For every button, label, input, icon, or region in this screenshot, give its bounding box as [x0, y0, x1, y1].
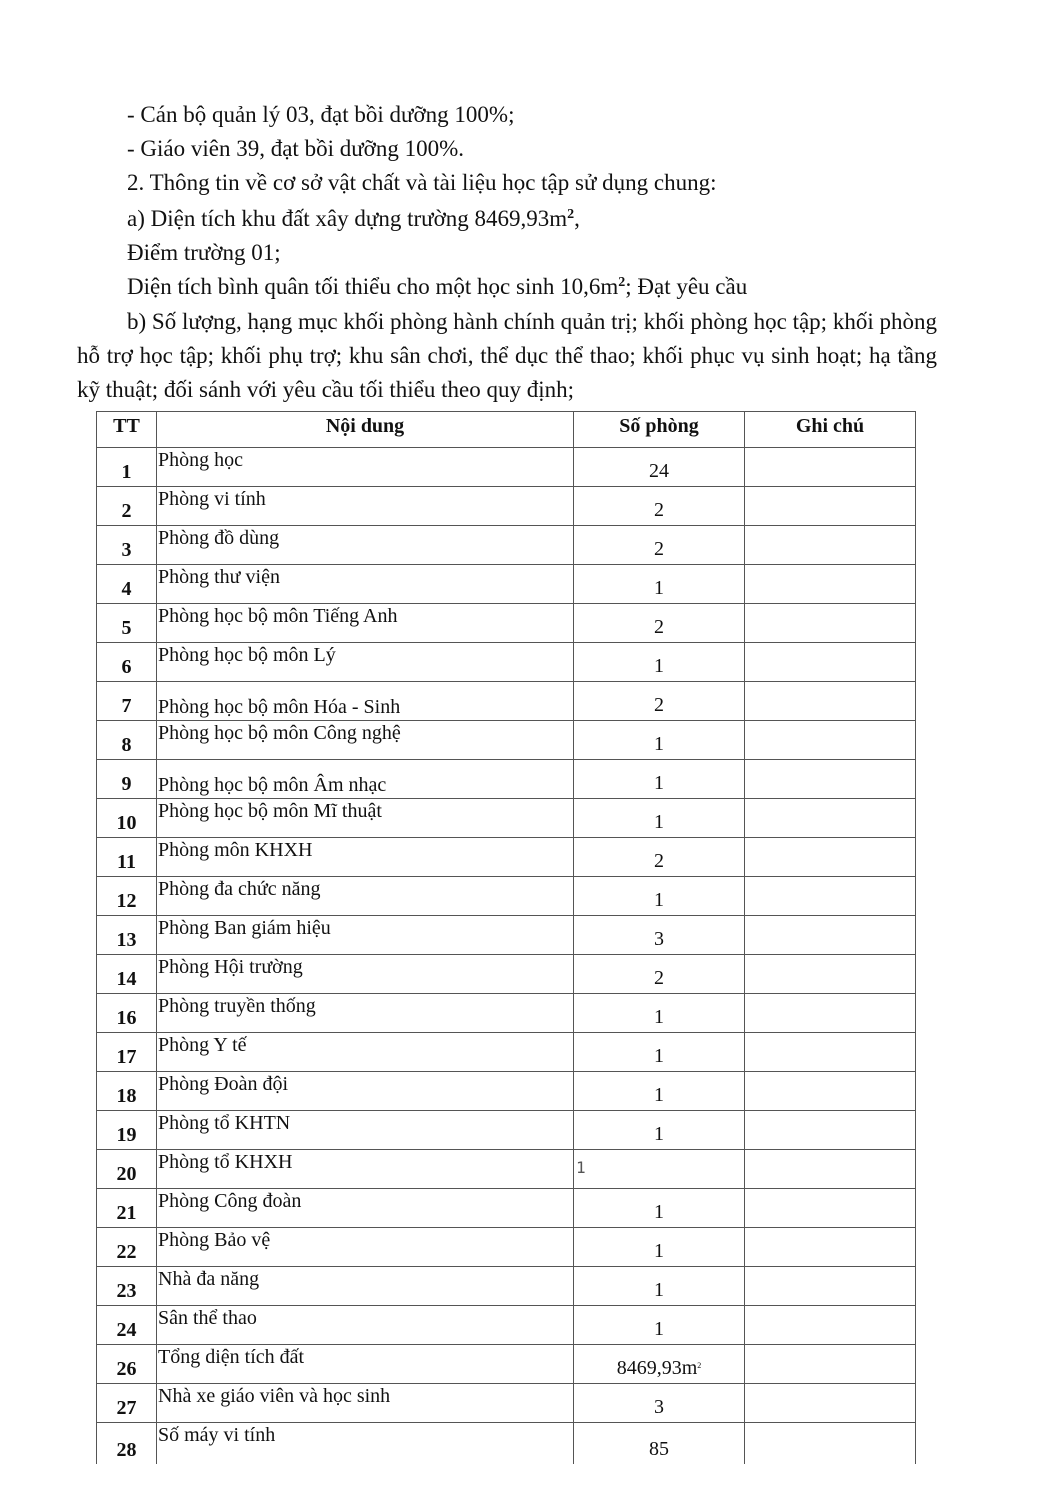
row-number: 2: [97, 487, 157, 526]
row-content: Phòng vi tính: [157, 487, 574, 526]
row-note: [745, 1306, 916, 1345]
row-number: 8: [97, 721, 157, 760]
row-content: Phòng tổ KHXH: [157, 1150, 574, 1189]
table-row: [97, 1267, 916, 1306]
school-site-line: Điểm trường 01;: [127, 240, 281, 265]
table-row: [97, 1033, 916, 1072]
table-row: [97, 1228, 916, 1267]
row-content: Phòng đa chức năng: [157, 877, 574, 916]
row-room-count: 1: [574, 1306, 745, 1345]
table-row: [97, 955, 916, 994]
row-note: [745, 1033, 916, 1072]
row-room-count: 1: [574, 799, 745, 838]
row-content: Phòng đồ dùng: [157, 526, 574, 565]
avg-area-tail: ; Đạt yêu cầu: [625, 274, 748, 299]
row-note: [745, 1150, 916, 1189]
row-content: Phòng thư viện: [157, 565, 574, 604]
row-number: 27: [97, 1384, 157, 1423]
section-2-heading: 2. Thông tin về cơ sở vật chất và tài liệu học tập sử dụng chung:: [127, 170, 717, 195]
avg-area-line: [127, 270, 747, 304]
row-number: 4: [97, 565, 157, 604]
row-room-count: 2: [574, 955, 745, 994]
row-room-count: 1: [574, 760, 745, 799]
row-content: Nhà xe giáo viên và học sinh: [157, 1384, 574, 1423]
table-row: [97, 1111, 916, 1150]
row-number: 21: [97, 1189, 157, 1228]
table-row: [97, 994, 916, 1033]
row-room-count: 1: [574, 643, 745, 682]
land-area-text: a) Diện tích khu đất xây dựng trường 8469,93m: [127, 206, 568, 231]
table-row: [97, 604, 916, 643]
table-row: [97, 1306, 916, 1345]
row-content: Phòng học bộ môn Âm nhạc: [157, 760, 574, 799]
row-content: Phòng học bộ môn Hóa - Sinh: [157, 682, 574, 721]
row-number: 28: [97, 1423, 157, 1465]
row-number: 16: [97, 994, 157, 1033]
row-note: [745, 1267, 916, 1306]
row-content: Phòng học bộ môn Công nghệ: [157, 721, 574, 760]
row-note: [745, 1111, 916, 1150]
row-number: 12: [97, 877, 157, 916]
row-number: 11: [97, 838, 157, 877]
row-note: [745, 682, 916, 721]
row-note: [745, 1072, 916, 1111]
table-row: [97, 682, 916, 721]
staff-managers-line: - Cán bộ quản lý 03, đạt bồi dưỡng 100%;: [127, 102, 515, 127]
row-room-count: 24: [574, 448, 745, 487]
row-note: [745, 994, 916, 1033]
row-room-count: 85: [574, 1423, 745, 1465]
area-unit-sup: 2: [697, 1361, 702, 1370]
row-note: [745, 955, 916, 994]
row-content: Phòng Đoàn đội: [157, 1072, 574, 1111]
land-area-sup: 2: [567, 207, 575, 222]
row-room-count: 3: [574, 916, 745, 955]
table-row: [97, 1384, 916, 1423]
row-note: [745, 565, 916, 604]
row-content: Phòng học: [157, 448, 574, 487]
table-row: [97, 877, 916, 916]
row-content: Phòng học bộ môn Mĩ thuật: [157, 799, 574, 838]
row-note: [745, 838, 916, 877]
table-row: [97, 643, 916, 682]
row-room-count: 2: [574, 526, 745, 565]
row-number: 24: [97, 1306, 157, 1345]
row-room-count: 1: [574, 1111, 745, 1150]
table-row: [97, 1072, 916, 1111]
row-content: Phòng Hội trường: [157, 955, 574, 994]
row-number: 3: [97, 526, 157, 565]
row-content: Phòng tổ KHTN: [157, 1111, 574, 1150]
row-number: 6: [97, 643, 157, 682]
row-room-count: 1: [574, 1150, 745, 1189]
row-content: Tổng diện tích đất: [157, 1345, 574, 1384]
row-note: [745, 526, 916, 565]
row-content: Phòng Công đoàn: [157, 1189, 574, 1228]
row-content: Sân thể thao: [157, 1306, 574, 1345]
table-row: [97, 1423, 916, 1465]
row-number: 1: [97, 448, 157, 487]
row-room-count: 2: [574, 487, 745, 526]
section-b-first: b) Số lượng, hạng mục khối phòng hành chính quản trị; khối phòng học tập;: [127, 309, 828, 334]
area-value: 8469,93m: [616, 1357, 698, 1379]
table-row: [97, 487, 916, 526]
row-content: Phòng truyền thống: [157, 994, 574, 1033]
table-row: [97, 799, 916, 838]
row-note: [745, 1384, 916, 1423]
table-row: [97, 916, 916, 955]
table-row: [97, 838, 916, 877]
table-row: [97, 1189, 916, 1228]
row-room-count: 1: [574, 1267, 745, 1306]
section-b-rest: khối phòng hỗ trợ học tập; khối phụ trợ; khu sân chơi, thể dục thể thao; khối phục vụ sinh hoạt; hạ tầng kỹ thuật; đối sánh với yêu cầu tối thiểu theo quy định;: [77, 309, 937, 402]
row-note: [745, 760, 916, 799]
table-row: [97, 721, 916, 760]
row-number: 23: [97, 1267, 157, 1306]
table-row: [97, 1150, 916, 1189]
row-room-count: 1: [574, 1228, 745, 1267]
row-content: Phòng môn KHXH: [157, 838, 574, 877]
row-content: Nhà đa năng: [157, 1267, 574, 1306]
row-number: 13: [97, 916, 157, 955]
row-room-count: 2: [574, 838, 745, 877]
row-number: 5: [97, 604, 157, 643]
row-number: 19: [97, 1111, 157, 1150]
facilities-table: [96, 411, 916, 1464]
row-room-count: 1: [574, 1072, 745, 1111]
table-row: [97, 565, 916, 604]
table-row: [97, 526, 916, 565]
table-row: [97, 760, 916, 799]
row-note: [745, 1423, 916, 1465]
row-content: Phòng học bộ môn Lý: [157, 643, 574, 682]
row-number: 18: [97, 1072, 157, 1111]
staff-teachers-line: - Giáo viên 39, đạt bồi dưỡng 100%.: [127, 136, 464, 161]
row-room-count: 1: [574, 1189, 745, 1228]
section-b-paragraph: [77, 305, 937, 407]
row-room-count: 2: [574, 604, 745, 643]
row-note: [745, 487, 916, 526]
row-room-count: 2: [574, 682, 745, 721]
row-number: 20: [97, 1150, 157, 1189]
row-number: 9: [97, 760, 157, 799]
table-row: [97, 448, 916, 487]
table-header-row: [97, 412, 916, 448]
row-room-count: 1: [574, 994, 745, 1033]
header-note: Ghi chú: [745, 412, 916, 448]
row-number: 26: [97, 1345, 157, 1384]
table-row: [97, 1345, 916, 1384]
row-note: [745, 799, 916, 838]
row-room-count: 1: [574, 877, 745, 916]
row-room-count: 1: [574, 565, 745, 604]
row-content: Phòng Ban giám hiệu: [157, 916, 574, 955]
row-room-count: 3: [574, 1384, 745, 1423]
row-note: [745, 448, 916, 487]
row-content: Phòng học bộ môn Tiếng Anh: [157, 604, 574, 643]
header-rooms: Số phòng: [574, 412, 745, 448]
row-note: [745, 1228, 916, 1267]
land-area-tail: ,: [574, 206, 580, 231]
row-number: 7: [97, 682, 157, 721]
row-note: [745, 916, 916, 955]
row-room-count: 1: [574, 721, 745, 760]
row-content: Phòng Bảo vệ: [157, 1228, 574, 1267]
header-tt: TT: [97, 412, 157, 448]
row-number: 14: [97, 955, 157, 994]
row-content: Số máy vi tính: [157, 1423, 574, 1465]
avg-area-text: Diện tích bình quân tối thiểu cho một học sinh 10,6m: [127, 274, 619, 299]
row-note: [745, 1345, 916, 1384]
row-note: [745, 643, 916, 682]
row-content: Phòng Y tế: [157, 1033, 574, 1072]
header-content: Nội dung: [157, 412, 574, 448]
row-note: [745, 877, 916, 916]
row-note: [745, 604, 916, 643]
row-room-count: 1: [574, 1033, 745, 1072]
row-number: 22: [97, 1228, 157, 1267]
row-note: [745, 721, 916, 760]
land-area-line: [127, 202, 580, 236]
avg-area-sup: 2: [618, 275, 626, 290]
row-number: 17: [97, 1033, 157, 1072]
row-number: 10: [97, 799, 157, 838]
row-note: [745, 1189, 916, 1228]
row-room-count: [574, 1345, 745, 1384]
